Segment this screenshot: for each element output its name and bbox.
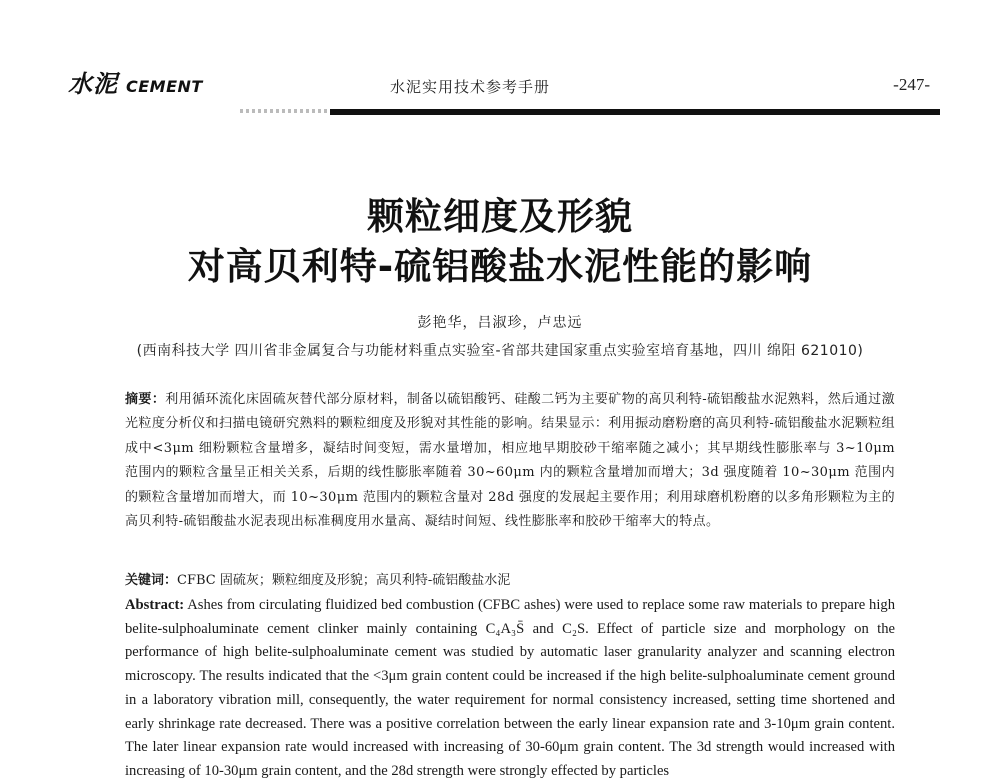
abstract-en-text: Ashes from circulating fluidized bed combustion (CFBC ashes) were used to replace some raw materials to prepare high belite-sulphoaluminate cement clinker mainly containing C₄A₃S̄ and C₂S. Effect of particle size and morphology on the performance of high belite-sulphoaluminate cement was studied by automatic laser granularity analyzer and scanning electron microscopy. The results indicated that the <3μm grain content could be increased if the high belite-sulphoaluminate cement ground in a laboratory vibration mill, consequently, the water requirement for normal consistency increased, setting time shortened and early shrinkage rate decreased. There was a positive correlation between the early linear expansion rate and 3-10μm grain content. The later linear expansion rate would increased with increasing of 30-60μm grain content. The 3d strength would increased with increasing of 10-30μm grain content, and the 28d strength were strongly effected by particles xyxy=(125,597,895,779)
abstract-cn-text: 利用循环流化床固硫灰替代部分原材料，制备以硫铝酸钙、硅酸二钙为主要矿物的高贝利特-硫铝酸盐水泥熟料，然后通过激光粒度分析仪和扫描电镜研究熟料的颗粒细度及形貌对其性能的影响。结果显示：利用振动磨粉磨的高贝利特-硫铝酸盐水泥颗粒组成中<3μm 细粉颗粒含量增多，凝结时间变短，需水量增加，相应地早期胶砂干缩率随之减小；其早期线性膨胀率与 3~10μm 范围内的颗粒含量呈正相关关系，后期的线性膨胀率随着 30~60μm 内的颗粒含量增加而增大；3d 强度随着 10~30μm 范围内的颗粒含量增加而增大，而 10~30μm 范围内的颗粒含量对 28d 强度的发展起主要作用；利用球磨机粉磨的以多角形颗粒为主的高贝利特-硫铝酸盐水泥表现出标准稠度用水量高、凝结时间短、线性膨胀率和胶砂干缩率大的特点。 xyxy=(125,392,895,530)
page-header xyxy=(0,0,1000,120)
abstract-en xyxy=(125,594,895,784)
logo-cn: 水泥 xyxy=(68,69,118,98)
abstract-cn-label: 摘要： xyxy=(125,392,166,407)
article-title-line1: 颗粒细度及形貌 xyxy=(367,195,633,238)
journal-logo xyxy=(68,64,203,99)
keywords xyxy=(125,570,895,592)
page-number: -247- xyxy=(893,75,930,94)
keywords-label: 关键词： xyxy=(125,573,178,588)
keywords-text: CFBC 固硫灰；颗粒细度及形貌；高贝利特-硫铝酸盐水泥 xyxy=(177,573,511,588)
header-rule-bar xyxy=(330,109,940,115)
article-title-line2: 对高贝利特-硫铝酸盐水泥性能的影响 xyxy=(187,245,813,288)
authors: 彭艳华，吕淑珍，卢忠远 xyxy=(417,315,583,331)
abstract-en-label: Abstract: xyxy=(125,597,185,613)
logo-en: CEMENT xyxy=(126,77,203,96)
running-title: 水泥实用技术参考手册 xyxy=(390,78,551,96)
abstract-cn xyxy=(125,388,895,534)
header-rule xyxy=(240,109,940,117)
affiliation: (西南科技大学 四川省非金属复合与功能材料重点实验室-省部共建国家重点实验室培育基地，四川 绵阳 621010) xyxy=(136,343,864,359)
